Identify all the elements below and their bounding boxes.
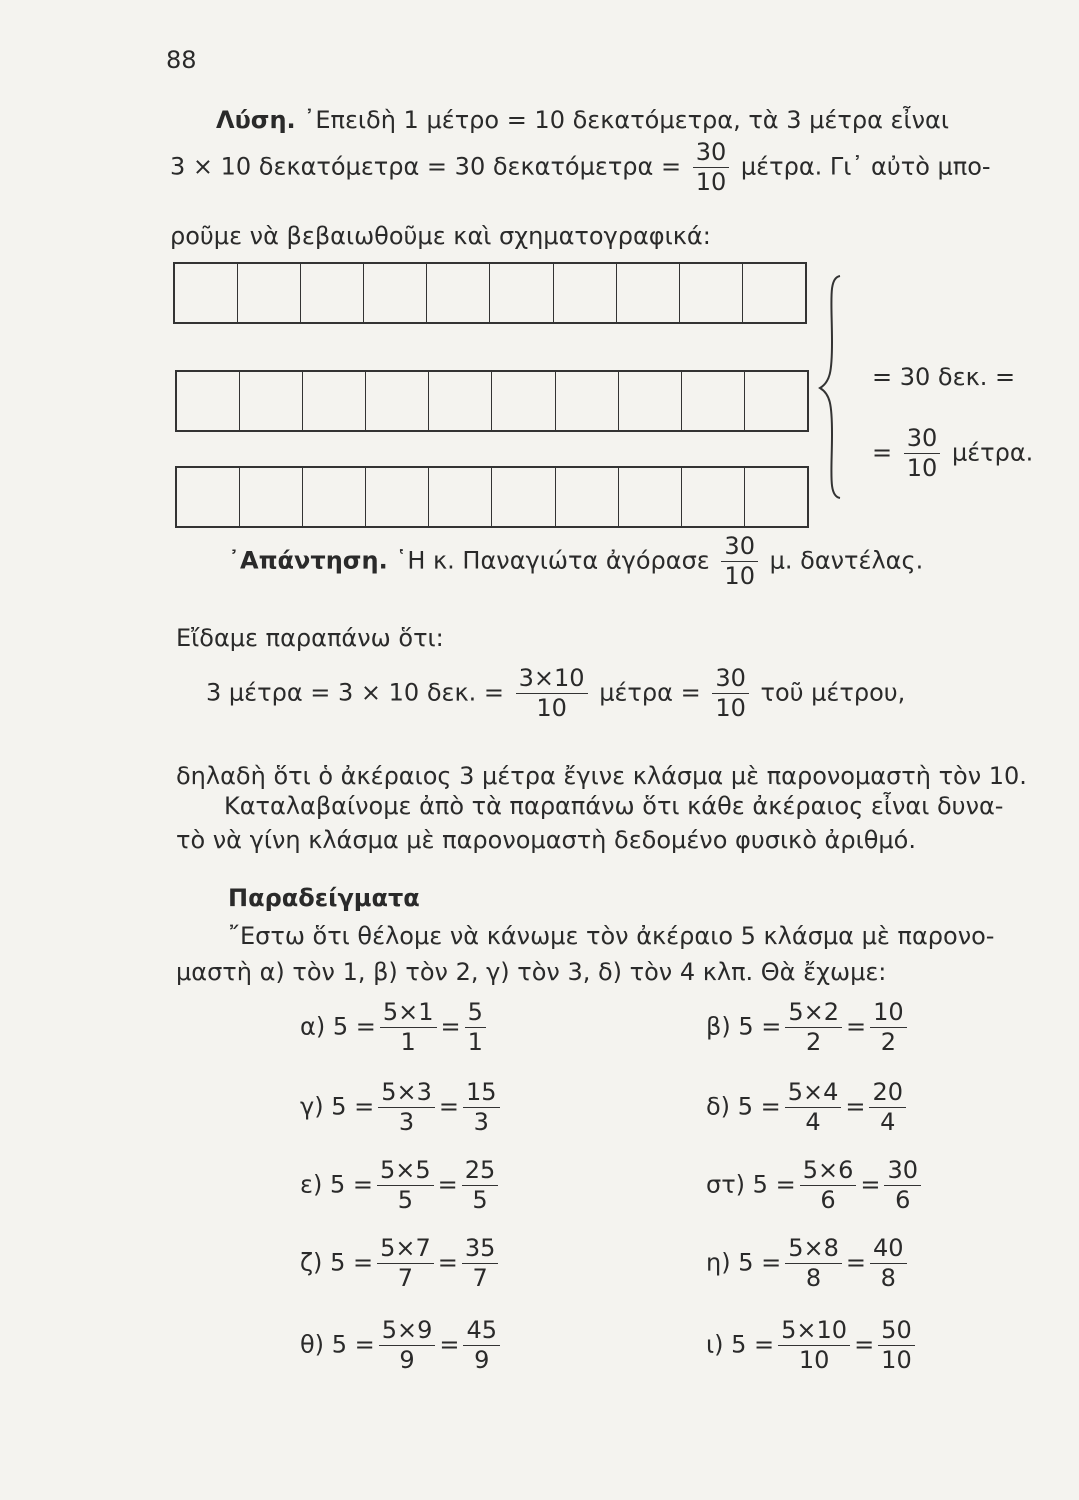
fraction-denominator: 10	[724, 562, 755, 591]
seen-line-4: τὸ νὰ γίνη κλάσμα μὲ παρονομαστὴ δεδομένο φυσικὸ ἀριθμό.	[176, 826, 916, 854]
fraction-denominator: 2	[806, 1028, 822, 1057]
strip-2	[175, 370, 809, 432]
example-lhs: 5 =	[738, 1012, 782, 1041]
fraction-numerator: 5×2	[785, 1000, 842, 1028]
strip-cell	[619, 468, 682, 526]
strip-cell	[177, 372, 240, 430]
example-result-fraction	[462, 1236, 499, 1291]
example-equals: =	[438, 1092, 459, 1121]
fraction-numerator: 5×9	[379, 1318, 436, 1346]
fraction-denominator: 5	[472, 1186, 488, 1215]
fraction-numerator: 5×10	[778, 1318, 850, 1346]
fraction-numerator: 30	[712, 666, 749, 694]
example-lhs: 5 =	[330, 1248, 374, 1277]
example-result-fraction	[462, 1158, 499, 1213]
example-fraction	[785, 1236, 842, 1291]
fraction-numerator: 5×1	[380, 1000, 437, 1028]
example-equals: =	[437, 1248, 458, 1277]
example-equation	[300, 1080, 504, 1135]
brace-icon	[818, 272, 858, 502]
fraction-numerator: 25	[462, 1158, 499, 1186]
fraction-denominator: 1	[467, 1028, 483, 1057]
strip-cell	[303, 372, 366, 430]
seen-equation	[206, 666, 905, 721]
example-label: ζ)	[300, 1248, 323, 1277]
example-result-fraction	[870, 1000, 907, 1055]
solution-fraction	[693, 140, 730, 195]
solution-line-2b: μέτρα. Γι᾿ αὐτὸ μπο-	[740, 152, 991, 181]
example-result-fraction	[870, 1236, 907, 1291]
example-fraction	[800, 1158, 857, 1213]
example-lhs: 5 =	[329, 1170, 373, 1199]
strip-cell	[743, 264, 805, 322]
fraction-numerator: 35	[462, 1236, 499, 1264]
fraction-denominator: 7	[472, 1264, 488, 1293]
fraction-denominator: 4	[805, 1108, 821, 1137]
fraction-numerator: 15	[463, 1080, 500, 1108]
fraction-denominator: 2	[880, 1028, 897, 1057]
example-lhs: 5 =	[331, 1330, 375, 1359]
strip-cell	[556, 468, 619, 526]
example-label: γ)	[300, 1092, 324, 1121]
solution-line-1	[216, 106, 949, 134]
diagram-equation-2	[872, 426, 1033, 481]
fraction-denominator: 8	[880, 1264, 896, 1293]
strip-cell	[492, 372, 555, 430]
fraction-denominator: 10	[906, 454, 938, 483]
example-label: στ)	[706, 1170, 746, 1199]
seen-intro: Εἴδαμε παραπάνω ὅτι:	[176, 624, 444, 652]
strip-cell	[366, 468, 429, 526]
fraction-numerator: 30	[904, 426, 941, 454]
example-label: α)	[300, 1012, 326, 1041]
fraction-denominator: 10	[881, 1346, 912, 1375]
strip-cell	[366, 372, 429, 430]
fraction-denominator: 5	[397, 1186, 413, 1215]
page-number: 88	[166, 46, 197, 74]
fraction-numerator: 3×10	[516, 666, 588, 694]
strip-cell	[427, 264, 490, 322]
fraction-denominator: 3	[398, 1108, 415, 1137]
strip-cell	[554, 264, 617, 322]
example-fraction	[380, 1000, 437, 1055]
example-lhs: 5 =	[731, 1330, 775, 1359]
example-label: δ)	[706, 1092, 731, 1121]
example-label: θ)	[300, 1330, 325, 1359]
seen-line-3: Καταλαβαίνομε ἀπὸ τὰ παραπάνω ὅτι κάθε ἀκέραιος εἶναι δυνα-	[224, 792, 1004, 820]
example-label: β)	[706, 1012, 731, 1041]
fraction-denominator: 10	[798, 1346, 830, 1375]
example-equals: =	[860, 1170, 881, 1199]
strip-cell	[301, 264, 364, 322]
answer-text-a: ῾Η κ. Παναγιώτα ἀγόρασε	[395, 546, 710, 575]
answer-text-b: μ. δαντέλας.	[769, 546, 924, 575]
strip-cell	[177, 468, 240, 526]
fraction-numerator: 5×5	[377, 1158, 434, 1186]
diagram-fraction	[904, 426, 941, 481]
example-lhs: 5 =	[332, 1012, 376, 1041]
example-fraction	[377, 1158, 434, 1213]
example-lhs: 5 =	[331, 1092, 375, 1121]
example-fraction	[378, 1080, 435, 1135]
examples-heading: Παραδείγματα	[228, 884, 420, 912]
solution-label: Λύση.	[216, 106, 296, 134]
strip-cell	[680, 264, 743, 322]
example-equals: =	[440, 1012, 461, 1041]
answer-label: ᾿Απάντηση.	[228, 546, 388, 575]
solution-line-2a: 3 × 10 δεκατόμετρα = 30 δεκατόμετρα =	[170, 152, 682, 181]
example-label: ε)	[300, 1170, 323, 1199]
solution-line-2	[170, 140, 991, 195]
seen-eq-c: τοῦ μέτρου,	[760, 678, 906, 707]
seen-eq-b: μέτρα =	[599, 678, 701, 707]
fraction-numerator: 5×6	[800, 1158, 857, 1186]
example-equation	[300, 1158, 502, 1213]
fraction-numerator: 5×8	[785, 1236, 842, 1264]
example-equation	[706, 1158, 925, 1213]
fraction-numerator: 10	[870, 1000, 907, 1028]
fraction-denominator: 9	[474, 1346, 490, 1375]
example-result-fraction	[463, 1318, 500, 1373]
example-equals: =	[437, 1170, 458, 1199]
strip-cell	[492, 468, 555, 526]
eq2-suffix: μέτρα.	[951, 438, 1034, 467]
fraction-denominator: 8	[805, 1264, 822, 1293]
example-result-fraction	[878, 1318, 915, 1373]
solution-text-1: ᾿Επειδὴ 1 μέτρο = 10 δεκατόμετρα, τὰ 3 μέτρα εἶναι	[303, 106, 949, 134]
fraction-denominator: 10	[536, 694, 567, 723]
fraction-denominator: 3	[473, 1108, 489, 1137]
examples-intro-1: ῎Εστω ὅτι θέλομε νὰ κάνωμε τὸν ἀκέραιο 5 κλάσμα μὲ παρονο-	[228, 922, 995, 950]
example-lhs: 5 =	[752, 1170, 796, 1199]
strip-cell	[745, 468, 807, 526]
example-equals: =	[439, 1330, 460, 1359]
fraction-numerator: 45	[463, 1318, 500, 1346]
example-fraction	[778, 1318, 850, 1373]
strip-cell	[175, 264, 238, 322]
strip-cell	[364, 264, 427, 322]
example-lhs: 5 =	[738, 1248, 782, 1277]
seen-line-2: δηλαδὴ ὅτι ὁ ἀκέραιος 3 μέτρα ἔγινε κλάσμα μὲ παρονομαστὴ τὸν 10.	[176, 762, 1027, 790]
fraction-denominator: 1	[400, 1028, 416, 1057]
strip-cell	[238, 264, 301, 322]
strip-cell	[682, 468, 745, 526]
example-result-fraction	[465, 1000, 486, 1055]
strip-cell	[556, 372, 619, 430]
seen-fraction-2	[712, 666, 749, 721]
example-equation	[300, 1236, 502, 1291]
fraction-denominator: 6	[895, 1186, 911, 1215]
example-equation	[706, 1080, 910, 1135]
strip-1	[173, 262, 807, 324]
example-result-fraction	[869, 1080, 906, 1135]
answer-line	[228, 534, 923, 589]
fraction-numerator: 5	[465, 1000, 486, 1028]
example-fraction	[379, 1318, 436, 1373]
fraction-numerator: 30	[884, 1158, 921, 1186]
example-equals: =	[845, 1248, 866, 1277]
example-label: η)	[706, 1248, 731, 1277]
strip-cell	[490, 264, 553, 322]
examples-intro-2: μαστὴ α) τὸν 1, β) τὸν 2, γ) τὸν 3, δ) τὸν 4 κλπ. Θὰ ἔχωμε:	[176, 958, 887, 986]
fraction-numerator: 5×4	[785, 1080, 842, 1108]
seen-fraction-1	[516, 666, 588, 721]
example-equals: =	[845, 1092, 866, 1121]
strip-3	[175, 466, 809, 528]
example-fraction	[785, 1080, 842, 1135]
example-equation	[706, 1236, 911, 1291]
answer-fraction	[721, 534, 758, 589]
example-equals: =	[846, 1012, 867, 1041]
seen-eq-a: 3 μέτρα = 3 × 10 δεκ. =	[206, 678, 504, 707]
example-result-fraction	[463, 1080, 500, 1135]
fraction-numerator: 40	[870, 1236, 907, 1264]
strip-cell	[617, 264, 680, 322]
example-equation	[706, 1000, 911, 1055]
fraction-numerator: 20	[869, 1080, 906, 1108]
example-result-fraction	[884, 1158, 921, 1213]
strip-cell	[429, 468, 492, 526]
strip-cell	[619, 372, 682, 430]
fraction-denominator: 9	[399, 1346, 415, 1375]
example-equation	[300, 1318, 504, 1373]
strip-cell	[745, 372, 807, 430]
fraction-numerator: 5×3	[378, 1080, 435, 1108]
diagram-equation-1: = 30 δεκ. =	[872, 363, 1016, 391]
strip-cell	[682, 372, 745, 430]
strip-cell	[429, 372, 492, 430]
fraction-numerator: 30	[721, 534, 758, 562]
example-fraction	[785, 1000, 842, 1055]
strip-cell	[303, 468, 366, 526]
example-lhs: 5 =	[737, 1092, 781, 1121]
example-fraction	[377, 1236, 434, 1291]
example-equation	[300, 1000, 490, 1055]
example-equals: =	[854, 1330, 875, 1359]
solution-line-3: ροῦμε νὰ βεβαιωθοῦμε καὶ σχηματογραφικά:	[170, 222, 711, 250]
fraction-denominator: 6	[820, 1186, 836, 1215]
fraction-denominator: 7	[397, 1264, 414, 1293]
fraction-denominator: 4	[880, 1108, 896, 1137]
strip-cell	[240, 468, 303, 526]
eq2-prefix: =	[872, 438, 893, 467]
fraction-denominator: 10	[715, 694, 746, 723]
fraction-denominator: 10	[695, 168, 727, 197]
fraction-numerator: 50	[878, 1318, 915, 1346]
fraction-numerator: 30	[693, 140, 730, 168]
strip-cell	[240, 372, 303, 430]
fraction-numerator: 5×7	[377, 1236, 434, 1264]
example-label: ι)	[706, 1330, 724, 1359]
example-equation	[706, 1318, 919, 1373]
